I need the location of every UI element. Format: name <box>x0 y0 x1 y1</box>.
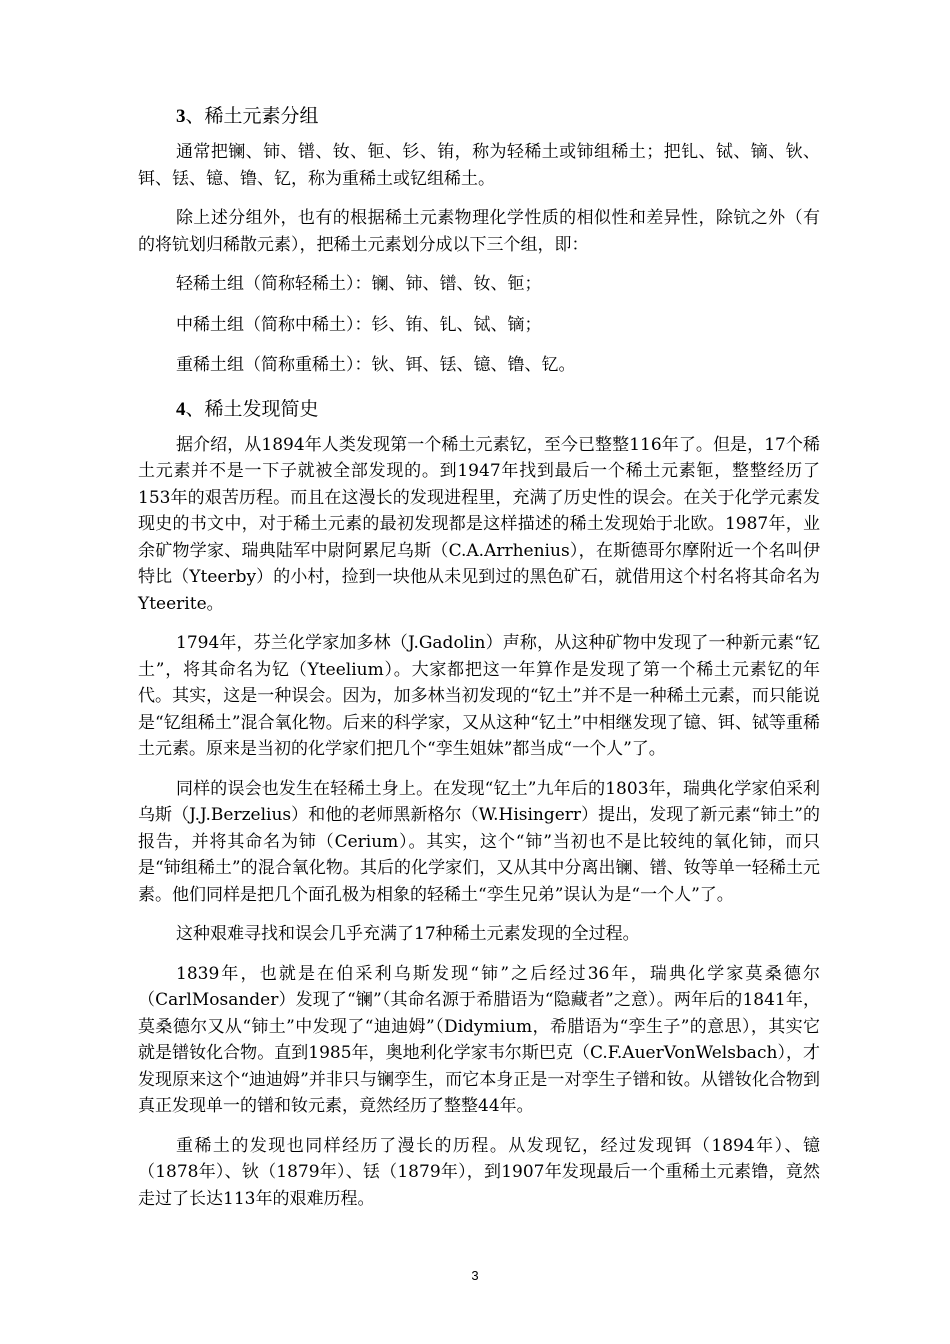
paragraph-history-intro: 据介绍，从1894年人类发现第一个稀土元素钇，至今已整整116年了。但是，17个稀土元素并不是一下子就被全部发现的。到1947年找到最后一个稀土元素钷，整整经历了153年的艰苦历程。而且在这漫长的发现进程里，充满了历史性的误会。在关于化学元素发现史的书文中，对于稀土元素的最初发现都是这样描述的稀土发现始于北欧。1987年，业余矿物学家、瑞典陆军中尉阿累尼乌斯（C.A.Arrhenius），在斯德哥尔摩附近一个名叫伊特比（Yteerby）的小村，捡到一块他从未见到过的黑色矿石，就借用这个村名将其命名为Yteerite。 <box>138 434 820 614</box>
paragraph-berzelius: 同样的误会也发生在轻稀土身上。在发现“钇土”九年后的1803年，瑞典化学家伯采利乌斯（J.J.Berzelius）和他的老师黑新格尔（W.Hisingerr）提出，发现了新元素“铈土”的报告，并将其命名为铈（Cerium）。其实，这个“铈”当初也不是比较纯的氧化铈，而只是“铈组稀土”的混合氧化物。其后的化学家们，又从其中分离出镧、镨、钕等单一轻稀土元素。他们同样是把几个面孔极为相象的轻稀土“孪生兄弟”误认为是“一个人”了。 <box>138 778 820 905</box>
paragraph-grouping-method: 除上述分组外，也有的根据稀土元素物理化学性质的相似性和差异性，除钪之外（有的将钪划归稀散元素），把稀土元素划分成以下三个组，即： <box>138 208 820 255</box>
section-3-number: 3 <box>176 106 186 127</box>
page-content <box>138 100 820 1225</box>
paragraph-heavy-group: 重稀土组（简称重稀土）：钬、铒、铥、镱、镥、钇。 <box>176 355 576 375</box>
paragraph-gadolin: 1794年，芬兰化学家加多林（J.Gadolin）声称，从这种矿物中发现了一种新元素“钇土”，将其命名为钇（Yteelium）。大家都把这一年算作是发现了第一个稀土元素钇的年代。其实，这是一种误会。因为，加多林当初发现的“钇土”并不是一种稀土元素，而只能说是“钇组稀土”混合氧化物。后来的科学家，又从这种“钇土”中相继发现了镱、铒、铽等重稀土元素。原来是当初的化学家们把几个“孪生姐妹”都当成“一个人”了。 <box>138 633 820 759</box>
paragraph-mosander: 1839年，也就是在伯采利乌斯发现“铈”之后经过36年，瑞典化学家莫桑德尔（CarlMosander）发现了“镧”（其命名源于希腊语为“隐藏者”之意）。两年后的1841年，莫桑德尔又从“铈土”中发现了“迪迪姆”（Didymium，希腊语为“孪生子”的意思），其实它就是镨钕化合物。直到1985年，奥地利化学家韦尔斯巴克（C.F.AuerVonWelsbach），才发现原来这个“迪迪姆”并非只与镧孪生，而它本身正是一对孪生子镨和钕。从镨钕化合物到真正发现单一的镨和钕元素，竟然经历了整整44年。 <box>138 963 820 1116</box>
section-4-number: 4 <box>176 398 186 420</box>
section-4-heading <box>138 393 820 426</box>
page-number: 3 <box>471 1268 479 1283</box>
paragraph-difficulty: 这种艰难寻找和误会几乎充满了17种稀土元素发现的全过程。 <box>176 924 640 944</box>
section-4-title: 、稀土发现简史 <box>185 397 319 420</box>
paragraph-grouping-intro: 通常把镧、铈、镨、钕、钷、钐、铕，称为轻稀土或铈组稀土；把钆、铽、镝、钬、铒、铥、镱、镥、钇，称为重稀土或钇组稀土。 <box>138 142 820 189</box>
section-3-title: 、稀土元素分组 <box>185 105 319 127</box>
paragraph-medium-group: 中稀土组（简称中稀土）：钐、铕、钆、铽、镝； <box>176 314 542 335</box>
paragraph-light-group: 轻稀土组（简称轻稀土）：镧、铈、镨、钕、钷； <box>176 274 542 294</box>
section-3-heading <box>138 100 820 133</box>
paragraph-heavy-history: 重稀土的发现也同样经历了漫长的历程。从发现钇，经过发现铒（1894年）、镱（1878年）、钬（1879年）、铥（1879年），到1907年发现最后一个重稀土元素镥，竟然走过了长达113年的艰难历程。 <box>138 1135 820 1209</box>
